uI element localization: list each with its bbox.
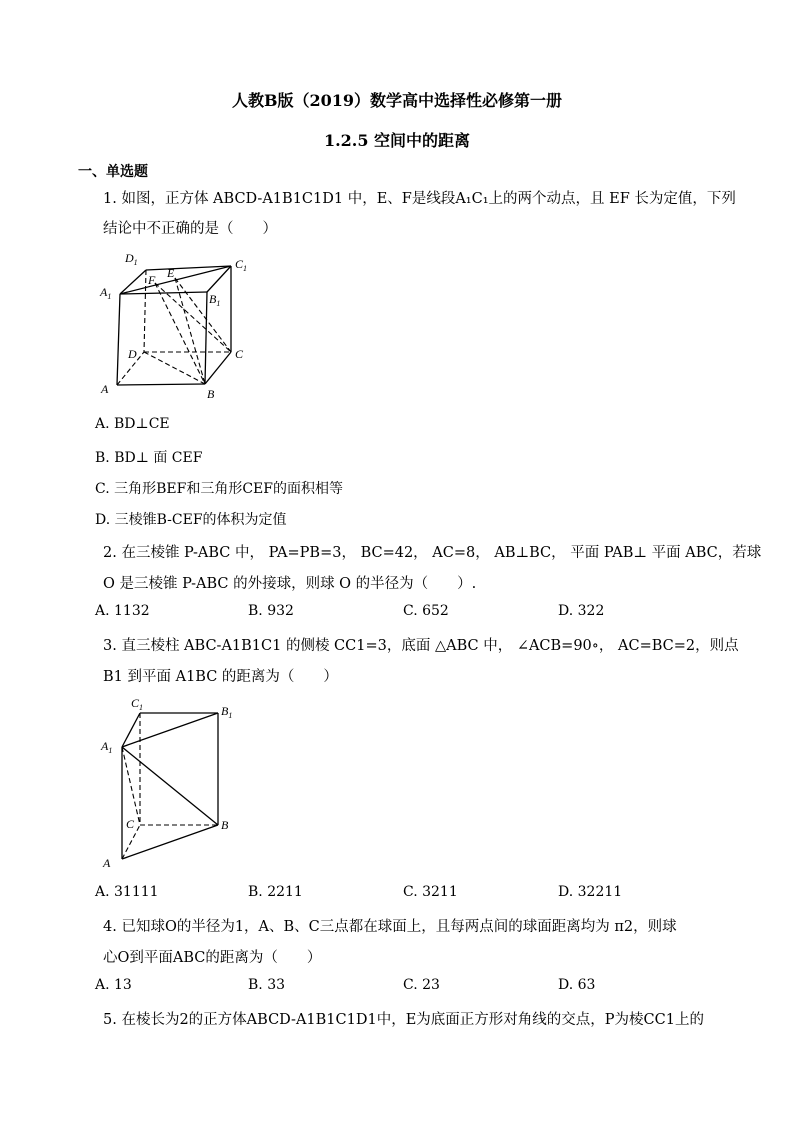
cube-figure [95,248,265,403]
question-1-line-2: 结论中不正确的是（ ） [103,221,277,237]
q2-option-d: D. 322 [558,603,605,619]
q3-option-a: A. 31111 [95,884,159,900]
question-3-line-1: 3. 直三棱柱 ABC-A1B1C1 的侧棱 CC1=3，底面 △ABC 中， ∠ACB=90∘， AC=BC=2，则点 [103,638,739,654]
label-a: A [101,382,109,396]
label-b: B [207,387,215,401]
label-c: C [235,347,244,361]
q1-option-c: C. 三角形BEF和三角形CEF的面积相等 [95,481,343,497]
prism-label-c: C [126,817,135,831]
page-subtitle: 1.2.5 空间中的距离 [323,131,471,150]
question-4-line-2: 心O到平面ABC的距离为（ ） [103,950,322,966]
prism-label-b: B [221,818,229,832]
label-a1: $A_1$ [100,285,112,301]
q4-option-c: C. 23 [403,977,440,993]
prism-label-b1: $B_1$ [221,704,233,720]
q3-option-b: B. 2211 [248,884,303,900]
q1-option-d: D. 三棱锥B-CEF的体积为定值 [95,512,287,528]
q4-option-a: A. 13 [95,977,132,993]
label-d1: $D_1$ [125,251,138,267]
label-f: F [148,273,156,287]
q2-option-b: B. 932 [248,603,294,619]
question-2-line-2: O 是三棱锥 P-ABC 的外接球，则球 O 的半径为（ ）. [103,576,477,592]
label-b1: $B_1$ [209,292,221,308]
prism-figure [95,693,245,873]
section-heading: 一、单选题 [78,164,148,180]
question-2-line-1: 2. 在三棱锥 P-ABC 中， PA=PB=3， BC=42， AC=8， AB⊥BC， 平面 PAB⊥ 平面 ABC，若球 [103,545,762,561]
q4-option-b: B. 33 [248,977,286,993]
q3-option-d: D. 32211 [558,884,623,900]
q1-option-b: B. BD⊥ 面 CEF [95,450,203,466]
question-3-line-2: B1 到平面 A1BC 的距离为（ ） [103,669,338,685]
question-5-line-1: 5. 在棱长为2的正方体ABCD-A1B1C1D1中，E为底面正方形对角线的交点，P为棱CC1上的 [103,1012,704,1028]
prism-label-c1: $C_1$ [131,696,144,712]
q2-option-a: A. 1132 [95,603,150,619]
q1-option-a: A. BD⊥CE [95,416,170,432]
label-c1: $C_1$ [235,257,248,273]
label-d: D [128,347,137,361]
prism-label-a: A [103,856,111,870]
question-4-line-1: 4. 已知球O的半径为1，A、B、C三点都在球面上，且每两点间的球面距离均为 π2，则球 [103,919,677,935]
label-e: E [167,266,175,280]
question-1-line-1: 1. 如图，正方体 ABCD-A1B1C1D1 中，E、F是线段A₁C₁上的两个动点，且 EF 长为定值，下列 [103,191,736,207]
prism-label-a1: $A_1$ [101,739,113,755]
page-title: 人教B版（2019）数学高中选择性必修第一册 [231,91,563,110]
q3-option-c: C. 3211 [403,884,458,900]
q2-option-c: C. 652 [403,603,449,619]
q4-option-d: D. 63 [558,977,596,993]
